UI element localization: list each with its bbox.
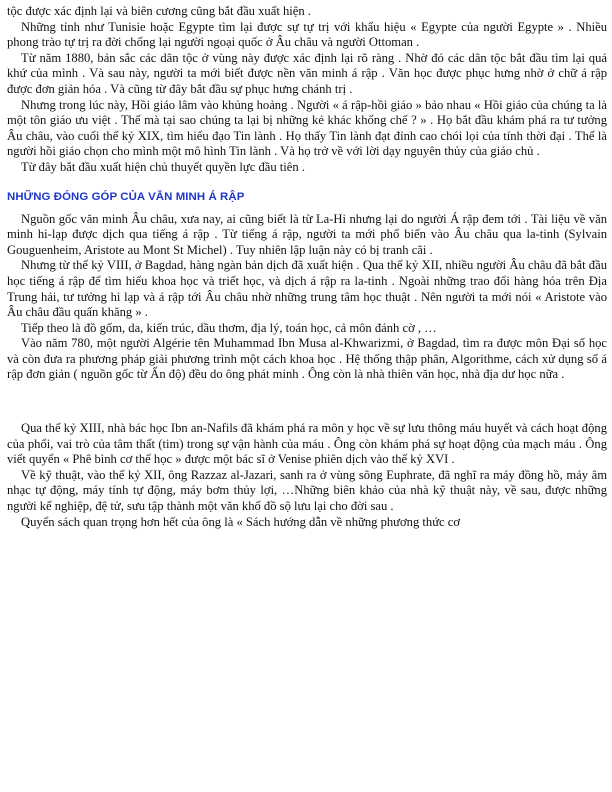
paragraph: Vào năm 780, một người Algérie tên Muhammad Ibn Musa al-Khwarizmi, ở Bagdad, tìm ra được môn Đại số học và còn đưa ra phương pháp giải phương trình một cách khoa học . Hệ thống thập phân, Algorithme, cách xử dụng số á rập đơn giản ( nguồn gốc từ Ấn độ) đều do ông phát minh . Ông còn là nhà thiên văn học, nhà địa dư học nữa .: [7, 336, 607, 382]
paragraph: Nhưng từ thế kỷ VIII, ở Bagdad, hàng ngàn bản dịch đã xuất hiện . Qua thế kỷ XII, nhiều người Âu châu đã bắt đầu học tiếng á rập để tìm hiểu khoa học và triết học, và dịch á rập ra la-tinh . Ngoài những trao đổi hàng hóa trên Địa Trung hải, tư tưởng hi lạp và á rập tới Âu châu nhờ những trung tâm học thuật . Nên người ta mới nói « Aristote vào Âu châu đầu quấn khăng » .: [7, 258, 607, 320]
document-page: [7, 4, 607, 530]
paragraph: Tiếp theo là đồ gốm, da, kiến trúc, dầu thơm, địa lý, toán học, cả môn đánh cờ , …: [21, 320, 437, 335]
section-heading: NHỮNG ĐÓNG GÓP CỦA VĂN MINH Á RẬP: [7, 190, 245, 203]
paragraph: tộc được xác định lại và biên cương cũng bắt đầu xuất hiện .: [7, 4, 311, 18]
paragraph: Về kỹ thuật, vào thế kỷ XII, ông Razzaz al-Jazari, sanh ra ở vùng sông Euphrate, đã nghĩ ra máy đồng hồ, máy âm nhạc tự động, máy tính tự động, máy bơm thủy lợi, …Những biên khảo của nhà kỹ thuật này, về sau, được những người kế nghiệp, đệ tử, sưu tập thành một văn khố đồ sộ lưu lại cho đời sau .: [7, 467, 607, 514]
paragraph: Qua thế kỷ XIII, nhà bác học Ibn an-Nafils đã khám phá ra môn y học về sự lưu thông máu huyết và cách hoạt động của phổi, vai trò của tâm thất (tim) trong sự vận hành của máu . Ông còn khám phá sự hoạt động của mạch máu . Ông viết quyển « Phê bình cơ thể học » được một bác sĩ ở Venise phiên dịch vào thế kỷ XVI .: [7, 421, 607, 467]
paragraph: Nguồn gốc văn minh Âu châu, xưa nay, ai cũng biết là từ La-Hi nhưng lại do người Á rập đem tới . Tài liệu về văn minh hi-lạp được dịch qua tiếng á rập . Từ tiếng á rập, người ta mới phổ biến vào Âu châu qua la-tinh (Sylvain Gouguenheim, Aristote au Mont St Michel) . Tuy nhiên lập luận này có bị tranh cãi .: [7, 211, 607, 257]
paragraph: Quyển sách quan trọng hơn hết của ông là « Sách hướng dẫn về những phương thức cơ: [21, 514, 461, 529]
paragraph: Nhưng trong lúc này, Hồi giáo lâm vào khủng hoảng . Người « á rập-hồi giáo » bảo nhau « Hồi giáo của chúng ta là một tôn giáo ưu việt . Thế mà tại sao chúng ta lại bị những kẻ khác khống chế ? » . Họ bắt đầu khám phá ra tư tưởng Âu châu, vào cuối thế kỷ XIX, tìm hiểu đạo Tin lành . Họ thấy Tin lành đạt đỉnh cao chói lọi của tính thời đại . Thế là người hồi giáo chọn cho mình một mô hình Tin lành . Và họ trở về với lời dạy nguyên thủy của giáo chủ .: [7, 97, 607, 159]
paragraph: Từ đây bắt đầu xuất hiện chủ thuyết quyền lực đầu tiên .: [21, 159, 305, 174]
paragraph: Từ năm 1880, bản sắc các dân tộc ở vùng này được xác định lại rõ ràng . Nhờ đó các dân tộc bắt đầu tìm lại quá khứ của mình . Và sau này, người ta mới biết được nền văn minh á rập . Văn học được phục hưng nhờ ở chữ á rập được đơn giản hóa . Và cũng từ đây bắt đầu sự phục hưng chánh trị .: [7, 50, 607, 96]
paragraph: Những tỉnh như Tunisie hoặc Egypte tìm lại được sự tự trị với khẩu hiệu « Egypte của người Egypte » . Nhiều phong trào tự trị ra đời chống lại người ngoại quốc ở Âu châu và người Ottoman .: [7, 19, 607, 50]
